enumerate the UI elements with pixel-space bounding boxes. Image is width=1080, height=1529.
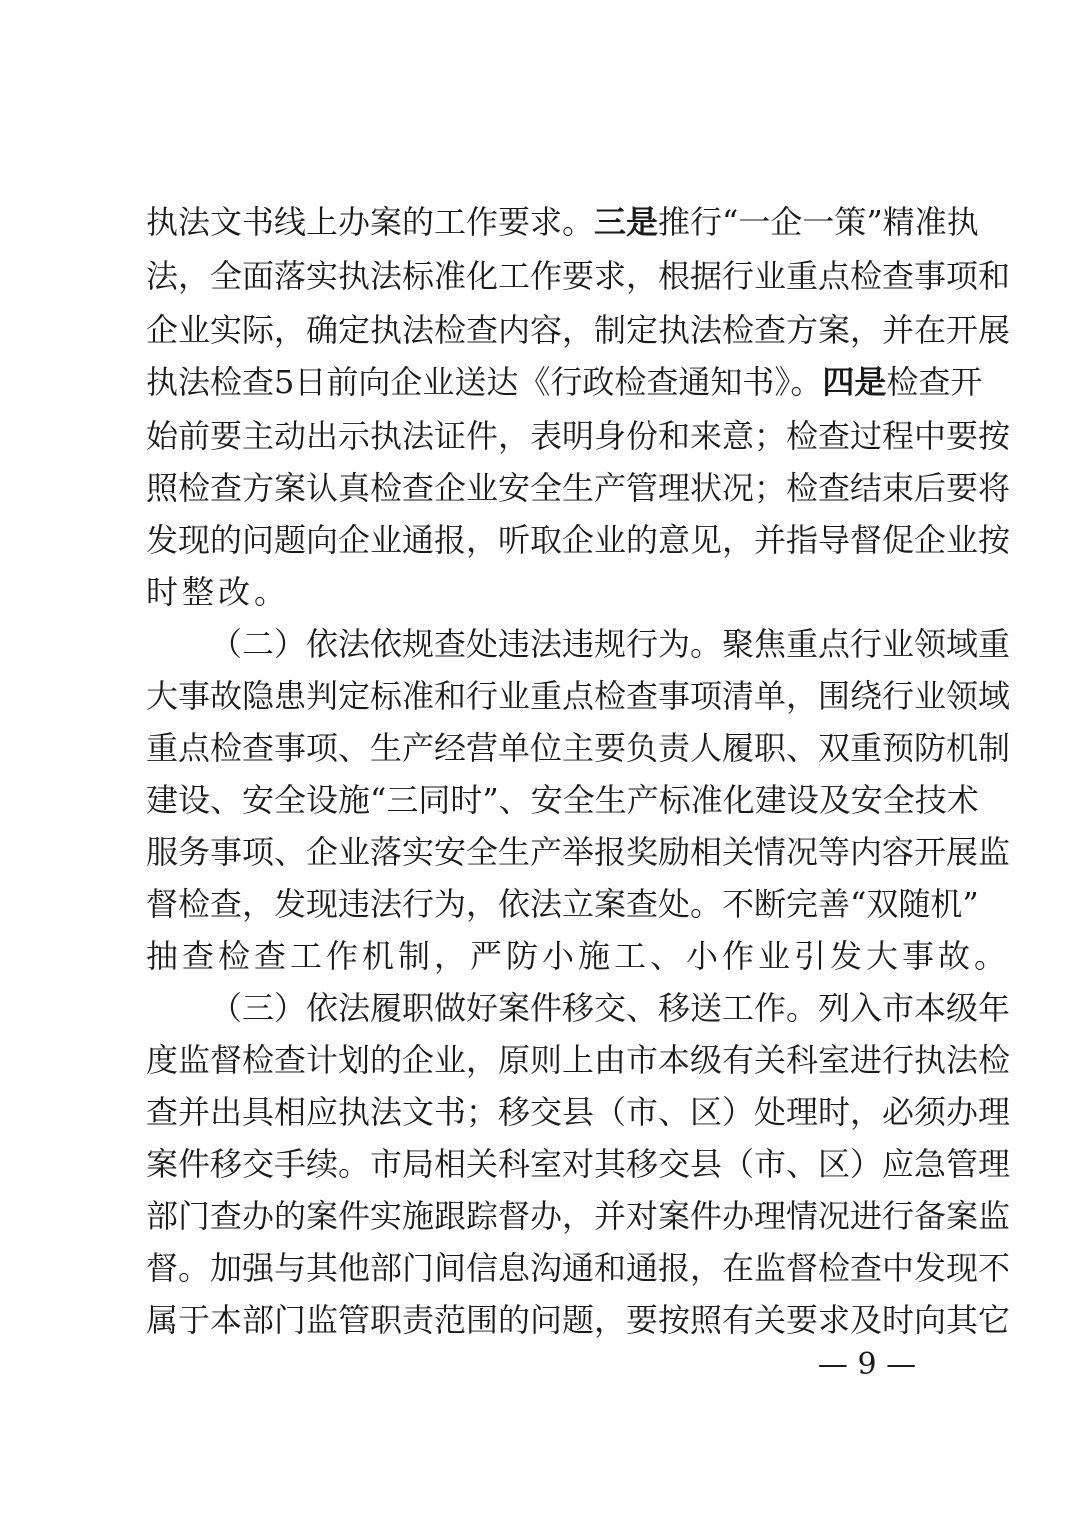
text-line-14 — [146, 876, 979, 932]
text-segment: 推行“一企一策”精准执 — [658, 203, 979, 241]
text-line-17 — [146, 1032, 1011, 1088]
text-segment: 度监督检查计划的企业，原则上由市本级有关科室进行执法检 — [146, 1041, 1011, 1079]
text-segment: 执法检查5日前向企业送达《行政检查通知书》。 — [146, 363, 823, 401]
text-line-19 — [146, 1136, 1011, 1192]
section-heading-2 — [210, 616, 1011, 672]
text-segment: 查并出具相应执法文书；移交县（市、区）处理时，必须办理 — [146, 1093, 1011, 1131]
text-segment: 案件移交手续。市局相关科室对其移交县（市、区）应急管理 — [146, 1145, 1011, 1183]
text-segment: 服务事项、企业落实安全生产举报奖励相关情况等内容开展监 — [146, 833, 1011, 871]
section-heading-3 — [210, 980, 1011, 1036]
text-line-3 — [146, 302, 1011, 358]
text-line-20 — [146, 1188, 1011, 1244]
text-segment: 部门查办的案件实施跟踪督办，并对案件办理情况进行备案监 — [146, 1197, 1011, 1235]
text-segment: 法，全面落实执法标准化工作要求，根据行业重点检查事项和 — [146, 257, 1011, 295]
text-line-1 — [146, 194, 979, 250]
text-line-7 — [146, 512, 1011, 568]
bold-keyword: 四是 — [822, 363, 887, 401]
page-number: — 9 — — [817, 1347, 917, 1382]
text-line-8 — [146, 564, 946, 620]
text-segment: 照检查方案认真检查企业安全生产管理状况；检查结束后要将 — [146, 469, 1011, 507]
text-segment: 属于本部门监管职责范围的问题，要按照有关要求及时向其它 — [146, 1301, 1011, 1339]
text-segment: 始前要主动出示执法证件，表明身份和来意；检查过程中要按 — [146, 417, 1011, 455]
text-segment: （三）依法履职做好案件移交、移送工作。列入市本级年 — [210, 989, 1011, 1027]
text-line-21 — [146, 1240, 1011, 1296]
text-line-18 — [146, 1084, 1011, 1140]
text-line-15 — [146, 928, 1011, 984]
text-line-11 — [146, 720, 1011, 776]
text-segment: 执法文书线上办案的工作要求。 — [146, 203, 595, 241]
text-segment: 建设、安全设施“三同时”、安全生产标准化建设及安全技术 — [146, 781, 979, 819]
text-line-22 — [146, 1292, 1011, 1348]
text-segment: 督。加强与其他部门间信息沟通和通报，在监督检查中发现不 — [146, 1249, 1011, 1287]
text-segment: （二）依法依规查处违法违规行为。聚焦重点行业领域重 — [210, 625, 1011, 663]
text-line-6 — [146, 460, 1011, 516]
text-line-4 — [146, 354, 983, 410]
text-line-5 — [146, 408, 1011, 464]
text-segment: 时整改。 — [146, 573, 291, 611]
bold-keyword: 三是 — [594, 203, 659, 241]
text-line-2 — [146, 248, 1011, 304]
text-segment: 重点检查事项、生产经营单位主要负责人履职、双重预防机制 — [146, 729, 1011, 767]
text-segment: 检查开 — [886, 363, 983, 401]
text-segment: 大事故隐患判定标准和行业重点检查事项清单，围绕行业领域 — [146, 677, 1011, 715]
text-segment: 企业实际，确定执法检查内容，制定执法检查方案，并在开展 — [146, 311, 1011, 349]
text-line-13 — [146, 824, 1011, 880]
text-line-12 — [146, 772, 979, 828]
text-segment: 发现的问题向企业通报，听取企业的意见，并指导督促企业按 — [146, 521, 1011, 559]
text-segment: 督检查，发现违法行为，依法立案查处。不断完善“双随机” — [146, 885, 979, 923]
text-line-10 — [146, 668, 1011, 724]
text-segment: 抽查检查工作机制，严防小施工、小作业引发大事故。 — [146, 937, 1011, 975]
